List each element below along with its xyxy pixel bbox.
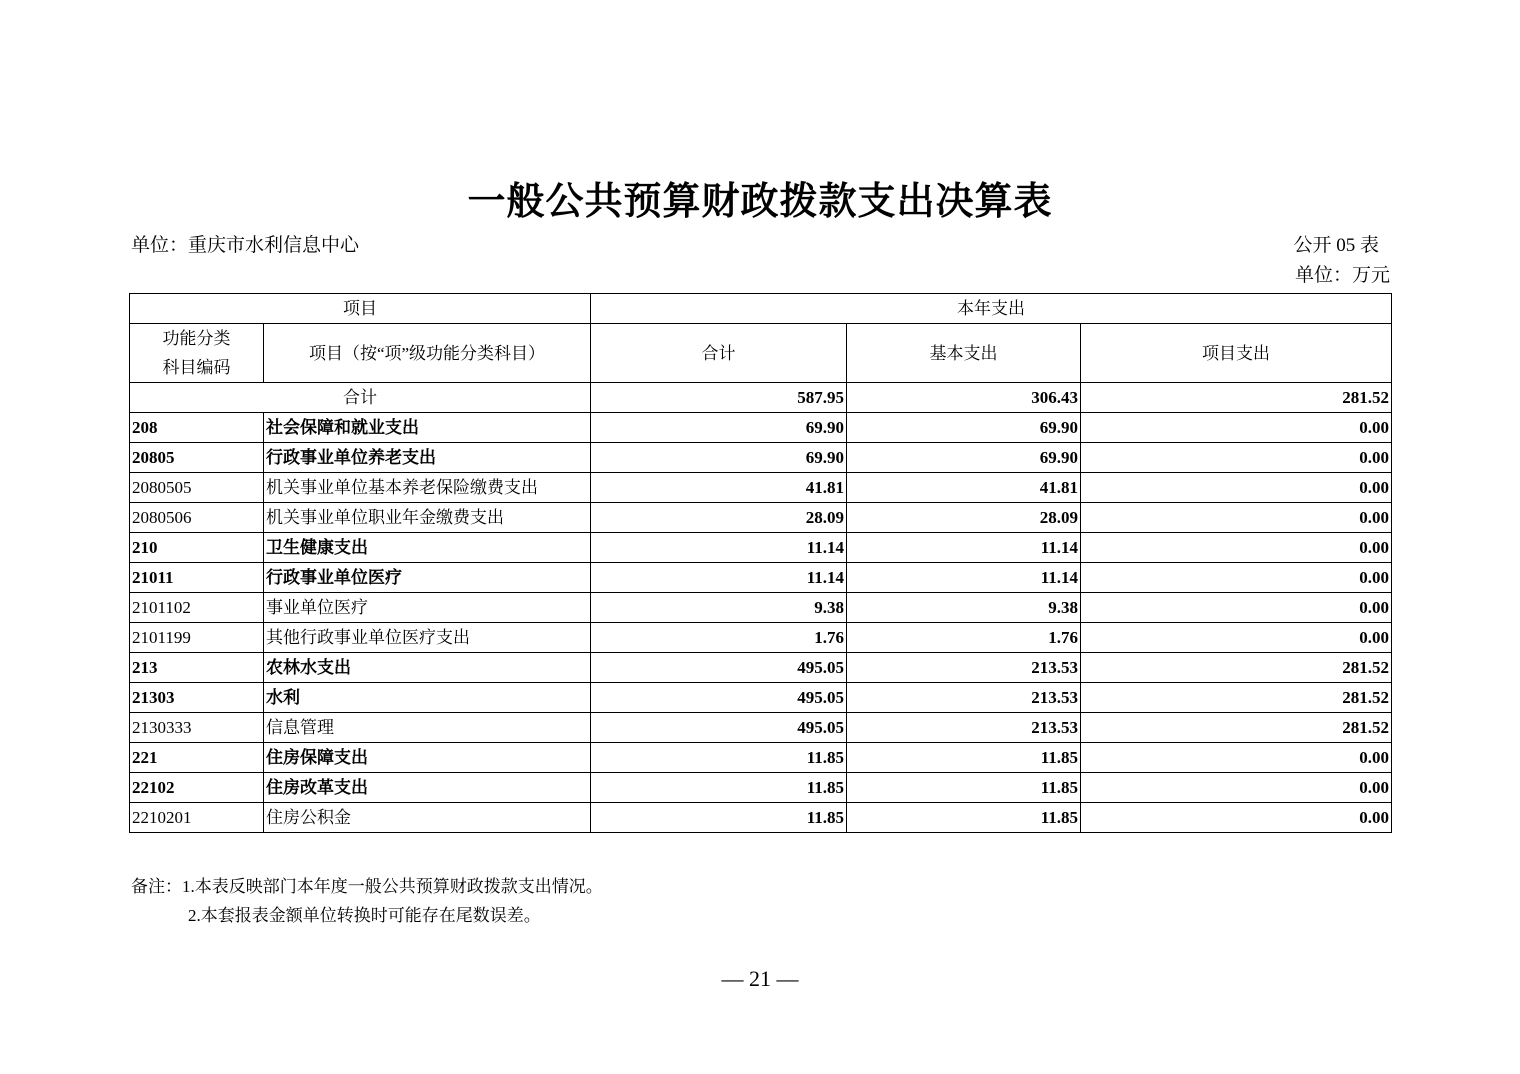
column-header-name: 项目（按“项”级功能分类科目）: [264, 324, 591, 383]
table-row: [130, 683, 1392, 713]
row-code: 221: [130, 743, 264, 773]
budget-table: [129, 293, 1392, 833]
row-project: 0.00: [1081, 773, 1392, 803]
row-code: 2080506: [130, 503, 264, 533]
total-project: 281.52: [1081, 383, 1392, 413]
row-basic: 213.53: [847, 653, 1081, 683]
table-row: [130, 503, 1392, 533]
row-project: 0.00: [1081, 593, 1392, 623]
row-project: 0.00: [1081, 803, 1392, 833]
note-line-1: 备注：1.本表反映部门本年度一般公共预算财政拨款支出情况。: [131, 877, 603, 896]
total-row: [130, 383, 1392, 413]
row-total: 9.38: [591, 593, 847, 623]
column-header-project: 项目支出: [1081, 324, 1392, 383]
row-code: 22102: [130, 773, 264, 803]
column-header-code-line2: 科目编码: [162, 358, 231, 377]
row-code: 208: [130, 413, 264, 443]
note-line-2: 2.本套报表金额单位转换时可能存在尾数误差。: [188, 906, 541, 925]
row-project: 281.52: [1081, 683, 1392, 713]
total-amount: 587.95: [591, 383, 847, 413]
row-code: 213: [130, 653, 264, 683]
page-number: — 21 —: [721, 966, 799, 991]
table-row: [130, 563, 1392, 593]
table-row: [130, 773, 1392, 803]
row-total: 495.05: [591, 653, 847, 683]
total-label: 合计: [130, 383, 591, 413]
row-project: 281.52: [1081, 713, 1392, 743]
row-total: 495.05: [591, 713, 847, 743]
row-name: 住房改革支出: [264, 773, 591, 803]
row-project: 281.52: [1081, 653, 1392, 683]
row-project: 0.00: [1081, 413, 1392, 443]
row-name: 信息管理: [264, 713, 591, 743]
reporting-unit: 单位：重庆市水利信息中心: [131, 235, 360, 256]
row-code: 21303: [130, 683, 264, 713]
row-basic: 213.53: [847, 713, 1081, 743]
row-name: 住房公积金: [264, 803, 591, 833]
header-project: 项目: [130, 294, 591, 324]
row-total: 69.90: [591, 413, 847, 443]
row-total: 11.14: [591, 533, 847, 563]
total-basic: 306.43: [847, 383, 1081, 413]
notes: [131, 872, 603, 930]
row-basic: 41.81: [847, 473, 1081, 503]
column-header-code: [130, 324, 264, 383]
row-code: 2101199: [130, 623, 264, 653]
row-total: 495.05: [591, 683, 847, 713]
row-name: 机关事业单位职业年金缴费支出: [264, 503, 591, 533]
row-project: 0.00: [1081, 743, 1392, 773]
table-row: [130, 713, 1392, 743]
row-total: 1.76: [591, 623, 847, 653]
row-project: 0.00: [1081, 533, 1392, 563]
row-project: 0.00: [1081, 623, 1392, 653]
row-name: 卫生健康支出: [264, 533, 591, 563]
row-total: 11.85: [591, 803, 847, 833]
row-basic: 1.76: [847, 623, 1081, 653]
row-basic: 11.85: [847, 773, 1081, 803]
table-row: [130, 443, 1392, 473]
table-row: [130, 743, 1392, 773]
row-basic: 11.14: [847, 533, 1081, 563]
form-number: 公开 05 表: [1293, 235, 1379, 256]
column-header-basic: 基本支出: [847, 324, 1081, 383]
row-basic: 11.85: [847, 803, 1081, 833]
row-code: 210: [130, 533, 264, 563]
table-row: [130, 803, 1392, 833]
table-row: [130, 413, 1392, 443]
row-name: 事业单位医疗: [264, 593, 591, 623]
header-current-year: 本年支出: [591, 294, 1392, 324]
column-header-total: 合计: [591, 324, 847, 383]
row-name: 农林水支出: [264, 653, 591, 683]
row-code: 2080505: [130, 473, 264, 503]
row-name: 机关事业单位基本养老保险缴费支出: [264, 473, 591, 503]
page-title: 一般公共预算财政拨款支出决算表: [467, 181, 1053, 223]
column-header-code-line1: 功能分类: [162, 329, 231, 348]
table-row: [130, 473, 1392, 503]
table-row: [130, 533, 1392, 563]
row-project: 0.00: [1081, 503, 1392, 533]
row-project: 0.00: [1081, 443, 1392, 473]
row-total: 41.81: [591, 473, 847, 503]
row-code: 2210201: [130, 803, 264, 833]
table-row: [130, 623, 1392, 653]
row-name: 行政事业单位医疗: [264, 563, 591, 593]
row-name: 社会保障和就业支出: [264, 413, 591, 443]
row-basic: 69.90: [847, 443, 1081, 473]
row-basic: 28.09: [847, 503, 1081, 533]
row-code: 21011: [130, 563, 264, 593]
row-total: 11.85: [591, 773, 847, 803]
row-name: 行政事业单位养老支出: [264, 443, 591, 473]
row-total: 11.14: [591, 563, 847, 593]
row-code: 20805: [130, 443, 264, 473]
row-total: 11.85: [591, 743, 847, 773]
row-basic: 213.53: [847, 683, 1081, 713]
row-name: 其他行政事业单位医疗支出: [264, 623, 591, 653]
row-basic: 11.14: [847, 563, 1081, 593]
currency-unit: 单位：万元: [1294, 265, 1390, 286]
row-basic: 69.90: [847, 413, 1081, 443]
row-name: 水利: [264, 683, 591, 713]
row-code: 2130333: [130, 713, 264, 743]
row-total: 28.09: [591, 503, 847, 533]
row-name: 住房保障支出: [264, 743, 591, 773]
table-row: [130, 653, 1392, 683]
row-total: 69.90: [591, 443, 847, 473]
row-basic: 11.85: [847, 743, 1081, 773]
row-project: 0.00: [1081, 473, 1392, 503]
row-code: 2101102: [130, 593, 264, 623]
row-basic: 9.38: [847, 593, 1081, 623]
table-row: [130, 593, 1392, 623]
row-project: 0.00: [1081, 563, 1392, 593]
